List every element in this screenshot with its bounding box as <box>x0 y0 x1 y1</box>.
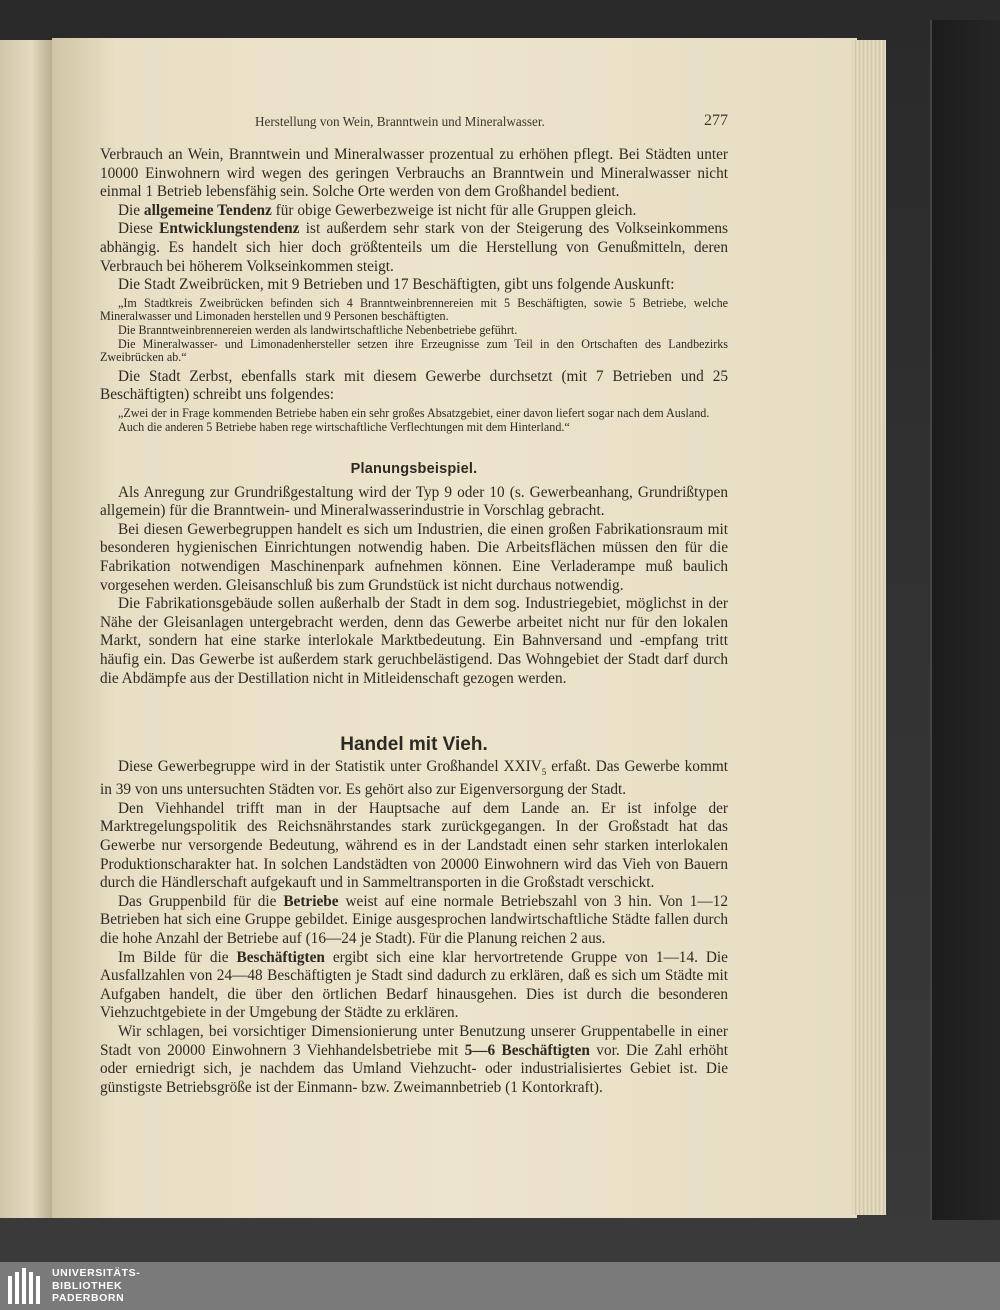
section-heading: Planungsbeispiel. <box>350 461 478 477</box>
paragraph: Das Gruppenbild für die Betriebe weist auf eine normale Betriebszahl von 3 hin. Von 1—12 Betrieben hat sich eine Gruppe gebildet. Einige ausgesprochen landwirtschaftliche Städte fallen durch die hohe Anzahl der Betriebe auf (16—24 je Stadt). Für die Planung reichen 2 aus. <box>100 892 728 947</box>
quote-paragraph: „Im Stadtkreis Zweibrücken befinden sich 4 Branntweinbrennereien mit 5 Beschäftigten, sowie 5 Betriebe, welche Mineralwasser und Limonaden herstellen und 9 Personen beschäftigten. <box>100 295 728 324</box>
paragraph: Im Bilde für die Beschäftigten ergibt sich eine klar hervortretende Gruppe von 1—14. Die Ausfallzahlen von 24—48 Beschäftigten je Stadt sind dadurch zu erklären, daß es sich um Städte mit Aufgaben handelt, die über den örtlichen Bedarf hinausgehen. Dies ist durch die besonderen Viehzuchtgebiete in der Umgebung der Städte zu erklären. <box>100 948 728 1022</box>
paragraph: Bei diesen Gewerbegruppen handelt es sich um Industrien, die einen großen Fabrikationsraum mit besonderen hygienischen Einrichtungen notwendig haben. Die Arbeitsflächen müssen den für die Fabrikation notwendigen Maschinenpark aufnehmen können. Eine Verladerampe muß baulich vorgesehen werden. Gleisanschluß bis zum Grundstück ist nicht durchaus notwendig. <box>100 520 728 594</box>
running-head <box>100 112 728 134</box>
library-footer <box>0 1262 1000 1310</box>
library-logo-text: UNIVERSITÄTS- BIBLIOTHEK PADERBORN <box>52 1267 141 1304</box>
section-heading: Handel mit Vieh. <box>340 734 488 755</box>
paragraph: Diese Entwicklungstendenz ist außerdem sehr stark von der Steigerung des Volkseinkommens abhängig. Es handelt sich hier doch größtenteils um die Herstellung von Genußmitteln, deren Verbrauch bei höherem Volkseinkommen steigt. <box>100 220 729 275</box>
paragraph: Den Viehhandel trifft man in der Hauptsache auf dem Lande an. Er ist infolge der Marktregelungspolitik des Reichsnährstandes stark zurückgegangen. In der Großstadt hat das Gewerbe nur versorgende Bedeutung, während es in der Landstadt einen sehr starken interlokalen Produktionscharakter hat. In solchen Landstädten von 20000 Einwohnern wird das Vieh von Bauern durch die Händlerschaft aufgekauft und in Sammeltransporten in die Großstadt verschickt. <box>100 799 728 892</box>
book-cover-edge <box>930 20 1000 1220</box>
page-number: 277 <box>704 112 728 129</box>
vieh-section <box>100 736 728 1097</box>
left-page-edge <box>0 40 52 1218</box>
paragraph: Als Anregung zur Grundrißgestaltung wird der Typ 9 oder 10 (s. Gewerbeanhang, Grundrißtypen allgemein) für die Branntwein- und Mineralwasserindustrie in Vorschlag gebracht. <box>100 483 728 520</box>
paragraph: Diese Gewerbegruppe wird in der Statistik unter Großhandel $XXIV_5$ erfaßt. Das Gewerbe kommt in 39 von uns untersuchten Städten vor. Es gehört also zur Eigenversorgung der Stadt. <box>100 757 728 799</box>
page-stack-edge <box>852 40 886 1215</box>
paragraph: Verbrauch an Wein, Branntwein und Mineralwasser prozentual zu erhöhen pflegt. Bei Städten unter 10000 Einwohnern wird wegen des geringen Verbrauchs an Branntwein und Mineralwasser nicht einmal 1 Betrieb lebensfähig sein. Solche Orte werden von dem Großhandel bedient. <box>100 146 728 201</box>
paragraph: Die Stadt Zweibrücken, mit 9 Betrieben und 17 Beschäftigten, gibt uns folgende Auskunft: <box>118 276 675 294</box>
quote-paragraph: Die Branntweinbrennereien werden als landwirtschaftliche Nebenbetriebe geführt. <box>118 322 518 337</box>
quote-paragraph: Auch die anderen 5 Betriebe haben rege wirtschaftliche Verflechtungen mit dem Hinterland.“ <box>118 419 570 434</box>
paragraph: Die Stadt Zerbst, ebenfalls stark mit diesem Gewerbe durchsetzt (mit 7 Betrieben und 25 Beschäftigten) schreibt uns folgendes: <box>100 367 728 404</box>
paragraph: Die Fabrikationsgebäude sollen außerhalb der Stadt in dem sog. Industriegebiet, möglichst in der Nähe der Gleisanlagen untergebracht werden, denn das Gewerbe arbeitet nicht nur für den lokalen Markt, sondern hat eine starke interlokale Marktbedeutung. Ein Bahnversand und -empfang tritt häufig ein. Das Gewerbe ist außerdem stark geruchbelästigend. Das Wohngebiet der Stadt darf durch die Abdämpfe aus der Destillation nicht in Mitleidenschaft gezogen werden. <box>100 595 728 687</box>
top-text-block <box>100 146 728 434</box>
quote-paragraph: Die Mineralwasser- und Limonadenhersteller setzen ihre Erzeugnisse zum Teil in den Ortschaften des Landbezirks Zweibrücken ab.“ <box>100 336 728 365</box>
paragraph: Die allgemeine Tendenz für obige Gewerbezweige ist nicht für alle Gruppen gleich. <box>118 201 637 219</box>
running-title: Herstellung von Wein, Branntwein und Mineralwasser. <box>255 114 545 129</box>
quote-paragraph: „Zwei der in Frage kommenden Betriebe haben ein sehr großes Absatzgebiet, einer davon liefert sogar nach dem Ausland. <box>118 405 710 420</box>
planung-section <box>100 460 728 688</box>
paragraph: Wir schlagen, bei vorsichtiger Dimensionierung unter Benutzung unserer Gruppentabelle in einer Stadt von 20000 Einwohnern 3 Viehhandelsbetriebe mit 5—6 Beschäftigten vor. Die Zahl erhöht oder erniedrigt sich, je nachdem das Umland Viehzucht- oder industrialisiertes Gebiet ist. Die günstigste Betriebsgröße ist der Einmann- bzw. Zweimannbetrieb (1 Kontorkraft). <box>100 1022 728 1096</box>
library-logo-icon <box>8 1268 44 1304</box>
